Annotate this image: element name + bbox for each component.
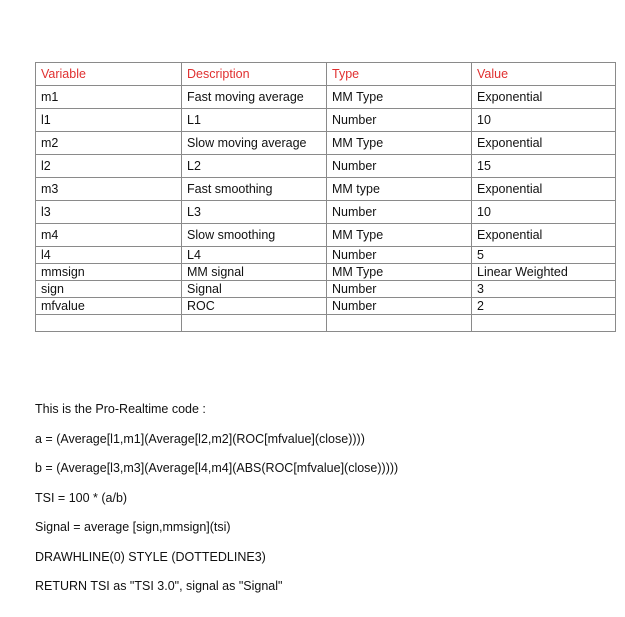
code-line-tsi: TSI = 100 * (a/b) <box>35 490 128 505</box>
cell-variable: m2 <box>36 132 182 155</box>
table-row <box>36 132 616 155</box>
cell-type: Number <box>327 155 472 178</box>
cell-value: 5 <box>472 247 616 264</box>
cell-type: Number <box>327 281 472 298</box>
cell-description: Slow smoothing <box>182 224 327 247</box>
header-type: Type <box>327 63 472 86</box>
cell-type: Number <box>327 201 472 224</box>
cell-description: L2 <box>182 155 327 178</box>
cell-variable: mmsign <box>36 264 182 281</box>
cell-value: 3 <box>472 281 616 298</box>
cell-variable: l4 <box>36 247 182 264</box>
cell-value: Exponential <box>472 86 616 109</box>
cell-value: 10 <box>472 109 616 132</box>
cell-variable: mfvalue <box>36 298 182 315</box>
cell-value: 2 <box>472 298 616 315</box>
table-row <box>36 224 616 247</box>
variables-table <box>35 62 616 332</box>
code-line-signal: Signal = average [sign,mmsign](tsi) <box>35 520 231 534</box>
cell-description: Fast moving average <box>182 86 327 109</box>
code-line-return: RETURN TSI as "TSI 3.0", signal as "Signal" <box>35 579 283 593</box>
cell-description: Fast smoothing <box>182 178 327 201</box>
cell-description: MM signal <box>182 264 327 281</box>
cell-description: Slow moving average <box>182 132 327 155</box>
cell-description: L1 <box>182 109 327 132</box>
code-intro: This is the Pro-Realtime code : <box>35 402 206 416</box>
table-row <box>36 201 616 224</box>
cell-variable <box>36 315 182 332</box>
cell-variable: l1 <box>36 109 182 132</box>
table-header-row <box>36 63 616 86</box>
cell-value <box>472 315 616 332</box>
cell-value: 10 <box>472 201 616 224</box>
cell-description <box>182 315 327 332</box>
cell-value: Exponential <box>472 178 616 201</box>
cell-description: ROC <box>182 298 327 315</box>
cell-type: MM Type <box>327 224 472 247</box>
cell-type: Number <box>327 298 472 315</box>
cell-value: Linear Weighted <box>472 264 616 281</box>
cell-type: MM Type <box>327 132 472 155</box>
cell-variable: sign <box>36 281 182 298</box>
table-row <box>36 247 616 264</box>
code-line-b: b = (Average[l3,m3](Average[l4,m4](ABS(ROC[mfvalue](close))))) <box>35 461 399 475</box>
code-section <box>35 401 398 608</box>
cell-variable: m3 <box>36 178 182 201</box>
cell-value: 15 <box>472 155 616 178</box>
code-line-a: a = (Average[l1,m1](Average[l2,m2](ROC[mfvalue](close)))) <box>35 431 365 446</box>
cell-type <box>327 315 472 332</box>
cell-value: Exponential <box>472 132 616 155</box>
header-variable: Variable <box>36 63 182 86</box>
table-row <box>36 281 616 298</box>
cell-type: MM Type <box>327 264 472 281</box>
cell-description: Signal <box>182 281 327 298</box>
table-row <box>36 264 616 281</box>
cell-variable: m4 <box>36 224 182 247</box>
code-line-drawhline: DRAWHLINE(0) STYLE (DOTTEDLINE3) <box>35 549 266 564</box>
table-row-empty <box>36 315 616 332</box>
cell-description: L4 <box>182 247 327 264</box>
cell-variable: l2 <box>36 155 182 178</box>
cell-type: Number <box>327 247 472 264</box>
cell-description: L3 <box>182 201 327 224</box>
table-row <box>36 298 616 315</box>
header-description: Description <box>182 63 327 86</box>
cell-type: Number <box>327 109 472 132</box>
cell-type: MM Type <box>327 86 472 109</box>
table-row <box>36 178 616 201</box>
cell-value: Exponential <box>472 224 616 247</box>
cell-variable: m1 <box>36 86 182 109</box>
table-row <box>36 155 616 178</box>
cell-variable: l3 <box>36 201 182 224</box>
cell-type: MM type <box>327 178 472 201</box>
table-row <box>36 109 616 132</box>
table-row <box>36 86 616 109</box>
header-value: Value <box>472 63 616 86</box>
